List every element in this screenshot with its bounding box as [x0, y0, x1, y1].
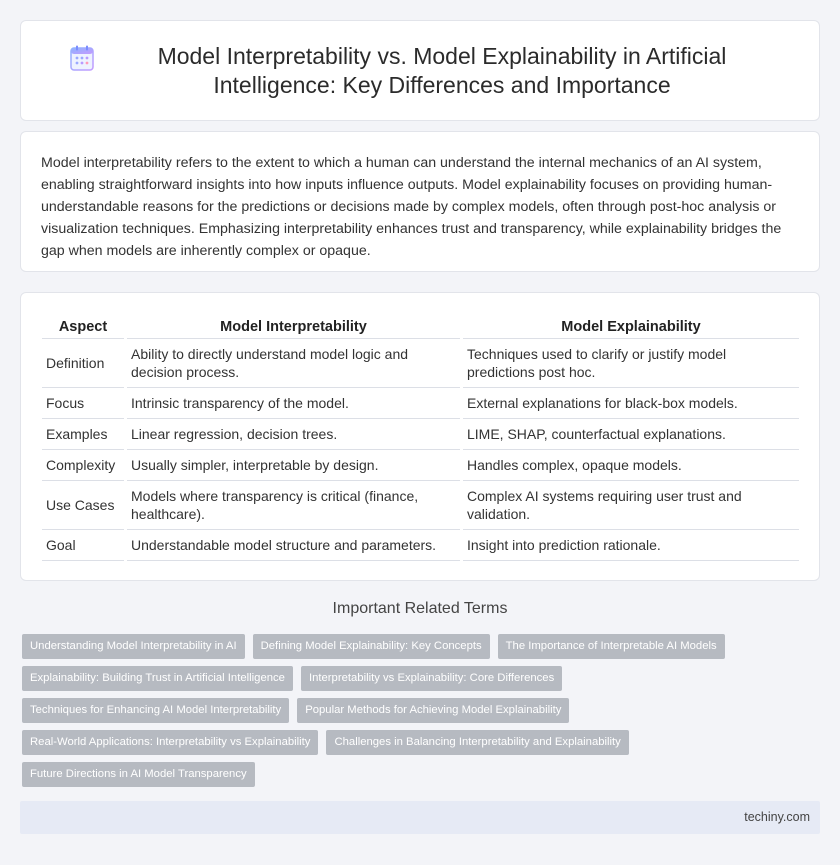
related-term-tag[interactable]: Challenges in Balancing Interpretability and Explainability — [326, 730, 628, 755]
table-row — [42, 481, 799, 530]
interpretability-cell: Intrinsic transparency of the model. — [127, 388, 460, 419]
interpretability-cell: Understandable model structure and parameters. — [127, 530, 460, 561]
table-row — [42, 450, 799, 481]
explainability-cell: Insight into prediction rationale. — [463, 530, 799, 561]
interpretability-cell: Usually simpler, interpretable by design. — [127, 450, 460, 481]
intro-card — [20, 131, 820, 272]
page-title: Model Interpretability vs. Model Explainability in Artificial Intelligence: Key Differences and Importance — [157, 42, 727, 98]
related-term-tag[interactable]: Defining Model Explainability: Key Concepts — [253, 634, 490, 659]
related-terms-list — [22, 634, 822, 794]
table-row — [42, 530, 799, 561]
interpretability-cell: Linear regression, decision trees. — [127, 419, 460, 450]
interpretability-cell: Ability to directly understand model logic and decision process. — [127, 339, 460, 388]
related-term-tag[interactable]: The Importance of Interpretable AI Models — [498, 634, 725, 659]
header-explainability: Model Explainability — [463, 313, 799, 339]
header-interpretability: Model Interpretability — [127, 313, 460, 339]
aspect-cell: Use Cases — [42, 481, 124, 530]
table-row — [42, 388, 799, 419]
comparison-card — [20, 292, 820, 581]
explainability-cell: External explanations for black-box models. — [463, 388, 799, 419]
related-term-tag[interactable]: Popular Methods for Achieving Model Explainability — [297, 698, 569, 723]
explainability-cell: Complex AI systems requiring user trust and validation. — [463, 481, 799, 530]
related-term-tag[interactable]: Techniques for Enhancing AI Model Interpretability — [22, 698, 289, 723]
related-term-tag[interactable]: Understanding Model Interpretability in AI — [22, 634, 245, 659]
related-terms-heading: Important Related Terms — [332, 600, 508, 617]
related-term-tag[interactable]: Future Directions in AI Model Transparency — [22, 762, 255, 787]
aspect-cell: Definition — [42, 339, 124, 388]
explainability-cell: Handles complex, opaque models. — [463, 450, 799, 481]
table-row — [42, 419, 799, 450]
explainability-cell: LIME, SHAP, counterfactual explanations. — [463, 419, 799, 450]
aspect-cell: Complexity — [42, 450, 124, 481]
aspect-cell: Examples — [42, 419, 124, 450]
explainability-cell: Techniques used to clarify or justify model predictions post hoc. — [463, 339, 799, 388]
table-row — [42, 339, 799, 388]
site-name[interactable]: techiny.com — [744, 810, 810, 824]
related-term-tag[interactable]: Interpretability vs Explainability: Core Differences — [301, 666, 562, 691]
comparison-table — [39, 313, 802, 561]
calendar-icon — [70, 45, 94, 71]
aspect-cell: Focus — [42, 388, 124, 419]
aspect-cell: Goal — [42, 530, 124, 561]
title-card — [20, 20, 820, 121]
related-term-tag[interactable]: Real-World Applications: Interpretability vs Explainability — [22, 730, 318, 755]
header-aspect: Aspect — [42, 313, 124, 339]
footer — [20, 801, 820, 834]
intro-text: Model interpretability refers to the extent to which a human can understand the internal mechanics of an AI system, enabling straightforward insights into how inputs influence outputs. Model explainability focuses on providing human-understandable reasons for the predictions or decisions made by complex models, often through post-hoc analysis or visualization techniques. Emphasizing interpretability enhances trust and transparency, while explainability bridges the gap when models are inherently complex or opaque. — [41, 155, 782, 259]
related-term-tag[interactable]: Explainability: Building Trust in Artificial Intelligence — [22, 666, 293, 691]
interpretability-cell: Models where transparency is critical (finance, healthcare). — [127, 481, 460, 530]
